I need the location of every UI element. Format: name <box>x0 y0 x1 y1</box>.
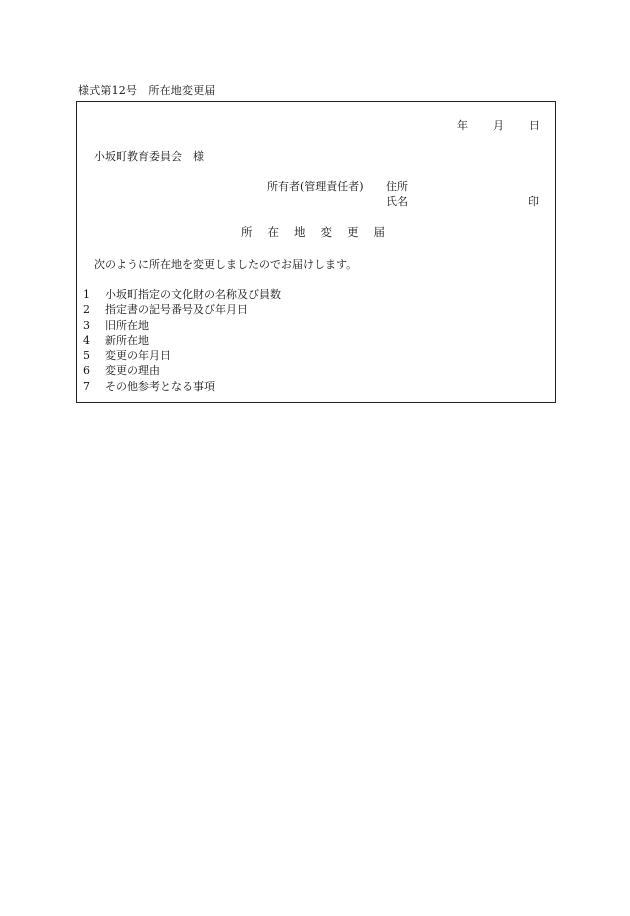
list-item <box>83 289 281 304</box>
addressee: 小坂町教育委員会 様 <box>94 150 204 163</box>
list-item <box>83 365 281 380</box>
intro-text: 次のように所在地を変更しましたのでお届けします。 <box>94 258 358 271</box>
owner-name-label: 氏名 <box>386 195 408 208</box>
item-number: 4 <box>83 333 90 347</box>
date-month-label: 月 <box>493 119 504 132</box>
item-text: その他参考となる事項 <box>105 379 215 393</box>
item-text: 小坂町指定の文化財の名称及び員数 <box>105 288 281 301</box>
owner-title: 所有者(管理責任者) <box>267 180 364 193</box>
list-item <box>83 320 281 335</box>
item-number: 5 <box>83 349 90 363</box>
item-number: 1 <box>83 288 90 301</box>
form-number-label: 様式第12号 所在地変更届 <box>78 84 216 97</box>
date-year-label: 年 <box>457 119 468 132</box>
list-item <box>83 381 281 396</box>
seal-mark: 印 <box>528 195 539 208</box>
list-item <box>83 335 281 350</box>
item-text: 変更の理由 <box>105 364 160 378</box>
item-number: 3 <box>83 318 90 332</box>
item-text: 指定書の記号番号及び年月日 <box>105 303 248 317</box>
list-item <box>83 304 281 319</box>
document-title: 所在地変更届 <box>241 225 400 239</box>
form-frame <box>76 101 556 403</box>
item-number: 7 <box>83 379 90 393</box>
date-day-label: 日 <box>529 119 540 132</box>
item-text: 変更の年月日 <box>105 349 171 363</box>
item-text: 旧所在地 <box>105 318 149 332</box>
owner-address-label: 住所 <box>386 180 408 193</box>
item-text: 新所在地 <box>105 333 149 347</box>
item-number: 2 <box>83 303 90 317</box>
item-list <box>83 289 281 396</box>
item-number: 6 <box>83 364 90 378</box>
